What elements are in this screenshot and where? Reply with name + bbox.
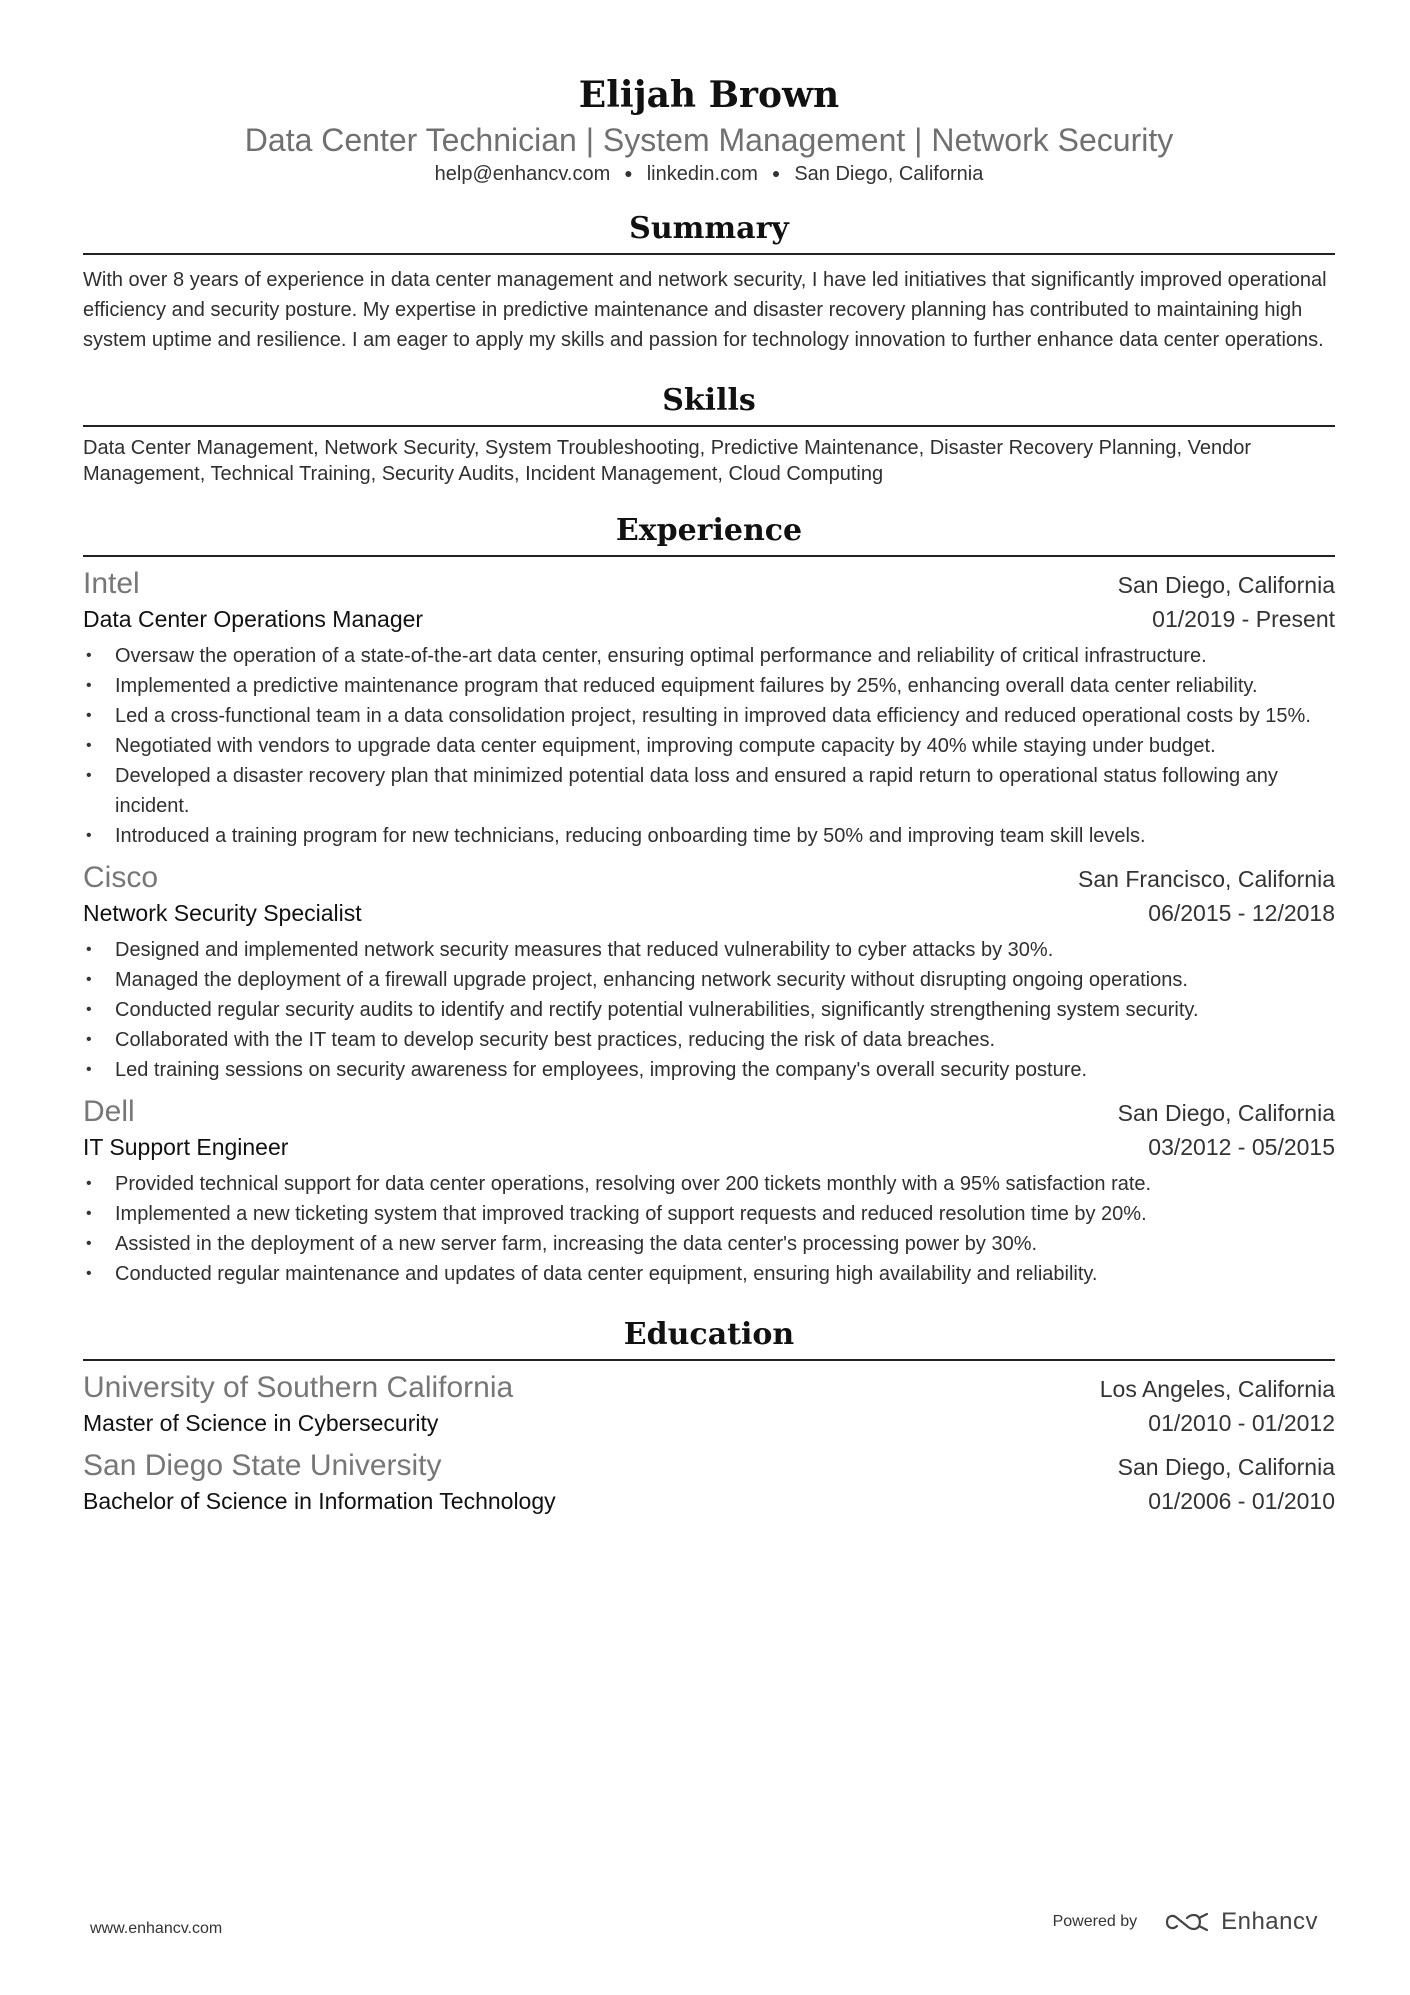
education-dates: 01/2006 - 01/2010: [1148, 1488, 1335, 1514]
summary-text: With over 8 years of experience in data center management and network security, I have led initiatives that significantly improved operational efficiency and security posture. My expertise in predictive maintenance and disaster recovery planning has contributed to maintaining high system uptime and resilience. I am eager to apply my skills and passion for technology innovation to further enhance data center operations.: [83, 269, 1327, 351]
experience-section: [83, 511, 1335, 1289]
bullet-item: • Managed the deployment of a firewall upgrade project, enhancing network security without disrupting ongoing operations.: [83, 965, 1335, 995]
job-title: Data Center Operations Manager: [83, 606, 424, 632]
school-location: Los Angeles, California: [1099, 1376, 1335, 1402]
bullet-icon: •: [86, 1205, 92, 1222]
experience-title: Experience: [83, 511, 1335, 557]
candidate-name: Elijah Brown: [578, 74, 840, 116]
job-dates: 03/2012 - 05/2015: [1148, 1134, 1335, 1160]
bullet-item: • Implemented a predictive maintenance program that reduced equipment failures by 25%, enhancing overall data center reliability.: [83, 671, 1335, 701]
bullet-item: • Provided technical support for data center operations, resolving over 200 tickets monthly with a 95% satisfaction rate.: [83, 1169, 1335, 1199]
resume-content: [83, 72, 1335, 1517]
bullet-item: • Implemented a new ticketing system that improved tracking of support requests and reduced resolution time by 20%.: [83, 1199, 1335, 1229]
education-dates: 01/2010 - 01/2012: [1148, 1410, 1335, 1436]
company-name: Dell: [83, 1095, 135, 1128]
bullet-item: • Assisted in the deployment of a new server farm, increasing the data center's processing power by 30%.: [83, 1229, 1335, 1259]
bullet-item: • Designed and implemented network security measures that reduced vulnerability to cyber attacks by 30%.: [83, 935, 1335, 965]
company-name: Cisco: [83, 861, 159, 894]
candidate-headline: Data Center Technician | System Management | Network Security: [244, 122, 1174, 158]
job-bullets: [83, 641, 1335, 851]
bullet-item: • Conducted regular maintenance and updates of data center equipment, ensuring high availability and reliability.: [83, 1259, 1335, 1289]
bullet-icon: •: [86, 1265, 92, 1282]
bullet-item: • Negotiated with vendors to upgrade data center equipment, improving compute capacity by 40% while staying under budget.: [83, 731, 1335, 761]
bullet-item: • Conducted regular security audits to identify and rectify potential vulnerabilities, significantly strengthening system security.: [83, 995, 1335, 1025]
bullet-item: • Collaborated with the IT team to develop security best practices, reducing the risk of data breaches.: [83, 1025, 1335, 1055]
summary-title: Summary: [83, 209, 1335, 255]
school-location: San Diego, California: [1117, 1454, 1335, 1480]
separator-dot: ●: [771, 165, 781, 181]
school-name: University of Southern California: [83, 1371, 514, 1404]
bullet-icon: •: [86, 647, 92, 664]
school-name: San Diego State University: [83, 1449, 442, 1482]
enhancv-logo-text: Enhancv: [1221, 1908, 1318, 1935]
bullet-item: • Developed a disaster recovery plan that minimized potential data loss and ensured a rapid return to operational status following any incident.: [83, 761, 1335, 821]
job-dates: 06/2015 - 12/2018: [1148, 900, 1335, 926]
education-entry: [83, 1369, 1335, 1439]
education-section: [83, 1315, 1335, 1517]
bullet-icon: •: [86, 1061, 92, 1078]
powered-by-label: Powered by: [1052, 1913, 1138, 1930]
summary-section: [83, 209, 1335, 355]
job-title: IT Support Engineer: [83, 1134, 289, 1160]
contact-line: [83, 160, 1335, 187]
contact-linkedin[interactable]: linkedin.com: [646, 163, 758, 185]
experience-entry: [83, 859, 1335, 1085]
bullet-icon: •: [86, 707, 92, 724]
education-title: Education: [83, 1315, 1335, 1361]
bullet-icon: •: [86, 971, 92, 988]
footer-branding[interactable]: [1053, 1908, 1318, 1936]
bullet-icon: •: [86, 1235, 92, 1252]
contact-email[interactable]: help@enhancv.com: [434, 163, 611, 185]
skills-text: Data Center Management, Network Security, System Troubleshooting, Predictive Maintenance, Disaster Recovery Planning, Vendor Management, Technical Training, Security Audits, Incident Management, Cloud Computing: [83, 437, 1251, 485]
bullet-icon: •: [86, 737, 92, 754]
bullet-icon: •: [86, 1175, 92, 1192]
degree-name: Master of Science in Cybersecurity: [83, 1410, 439, 1436]
job-location: San Diego, California: [1117, 1100, 1335, 1126]
degree-name: Bachelor of Science in Information Technology: [83, 1488, 556, 1514]
bullet-icon: •: [86, 1031, 92, 1048]
bullet-item: • Oversaw the operation of a state-of-the-art data center, ensuring optimal performance and reliability of critical infrastructure.: [83, 641, 1335, 671]
job-dates: 01/2019 - Present: [1152, 606, 1335, 632]
education-entry: [83, 1447, 1335, 1517]
job-location: San Francisco, California: [1078, 866, 1335, 892]
experience-entry: [83, 1093, 1335, 1289]
experience-entry: [83, 565, 1335, 851]
bullet-item: • Led training sessions on security awareness for employees, improving the company's overall security posture.: [83, 1055, 1335, 1085]
contact-location: San Diego, California: [794, 163, 984, 185]
job-bullets: [83, 1169, 1335, 1289]
footer-website[interactable]: www.enhancv.com: [90, 1920, 223, 1937]
skills-section: [83, 381, 1335, 487]
job-title: Network Security Specialist: [83, 900, 362, 926]
company-name: Intel: [83, 567, 140, 600]
bullet-icon: •: [86, 941, 92, 958]
job-location: San Diego, California: [1117, 572, 1335, 598]
separator-dot: ●: [624, 165, 633, 181]
bullet-icon: •: [86, 767, 92, 784]
bullet-item: • Led a cross-functional team in a data consolidation project, resulting in improved data efficiency and reduced operational costs by 15%.: [83, 701, 1335, 731]
bullet-icon: •: [86, 677, 92, 694]
bullet-item: • Introduced a training program for new technicians, reducing onboarding time by 50% and improving team skill levels.: [83, 821, 1335, 851]
job-bullets: [83, 935, 1335, 1085]
bullet-icon: •: [86, 1001, 92, 1018]
enhancv-logo-icon: [1163, 1910, 1211, 1934]
bullet-icon: •: [86, 827, 92, 844]
skills-title: Skills: [83, 381, 1335, 427]
